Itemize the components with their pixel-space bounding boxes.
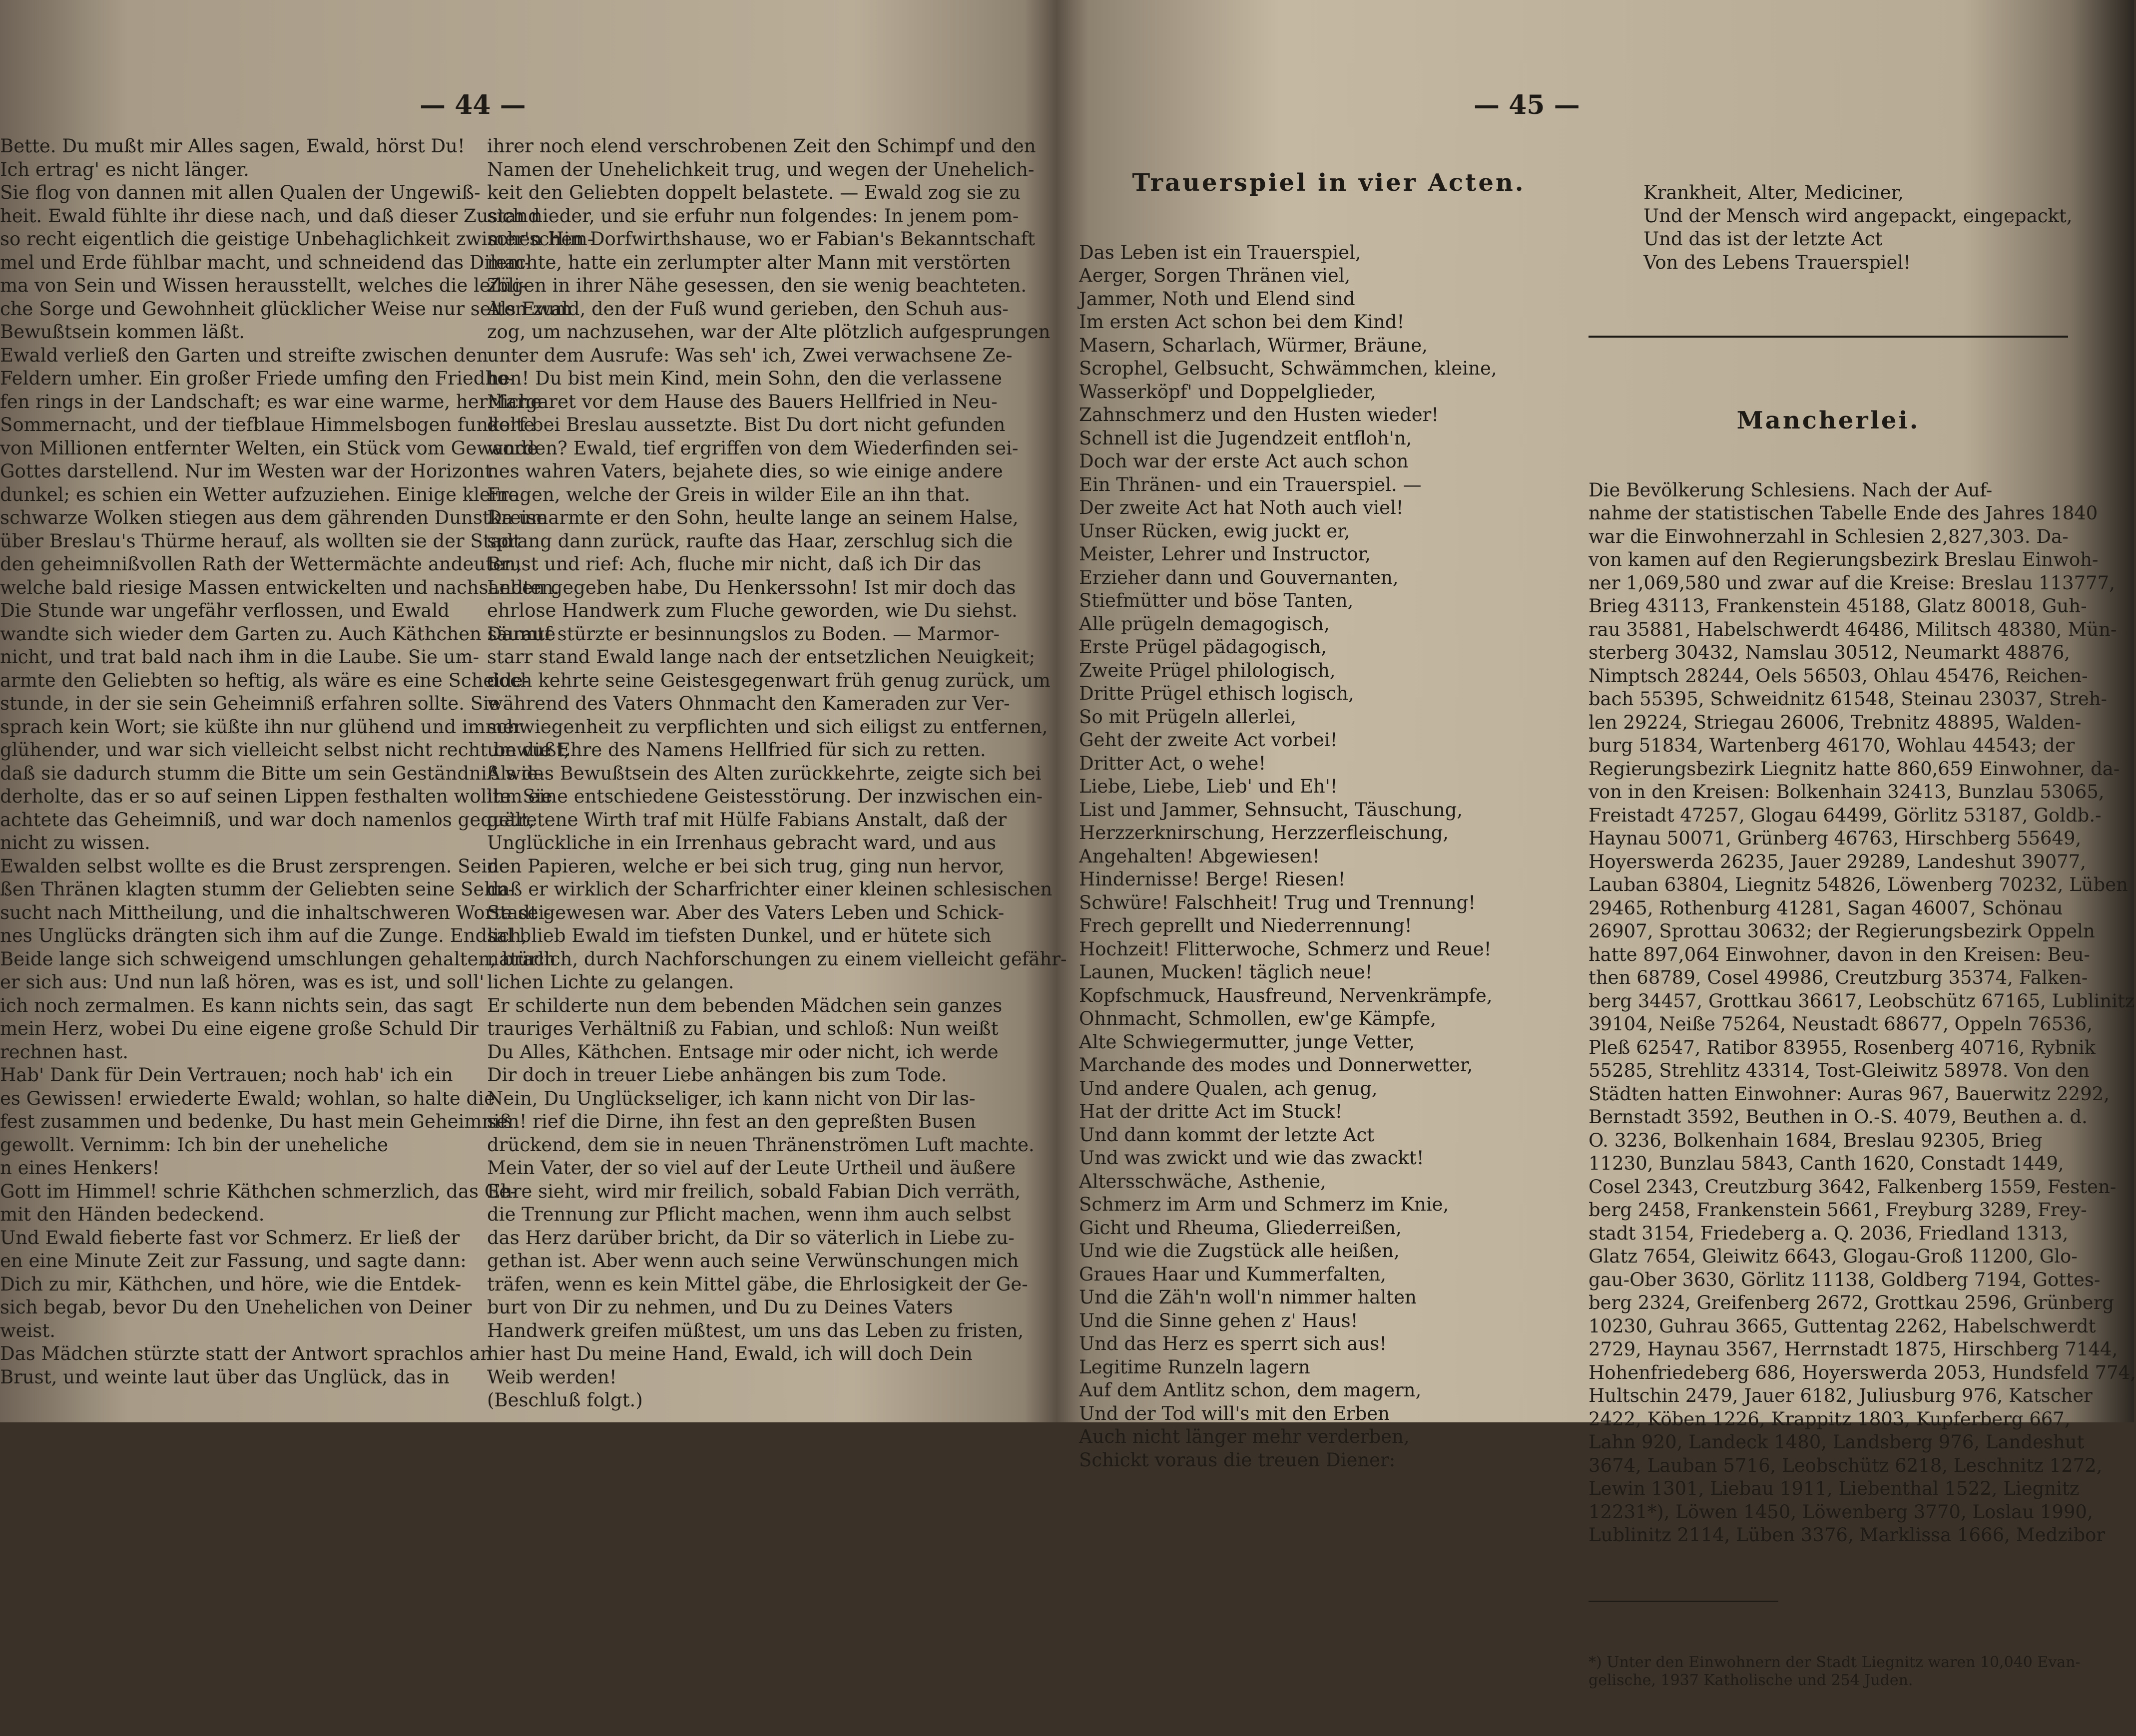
- text-line: dunkel; es schien ein Wetter aufzuziehen. Einige kleine: [0, 483, 520, 505]
- poem-line: Meister, Lehrer und Instructor,: [1079, 543, 1371, 565]
- text-line: mein Herz, wobei Du eine eigene große Schuld Dir: [0, 1018, 479, 1039]
- text-line: en eine Minute Zeit zur Fassung, und sagte dann:: [0, 1250, 467, 1272]
- poem-line: Dritte Prügel ethisch logisch,: [1079, 683, 1354, 704]
- text-line: ehrlose Handwerk zum Fluche geworden, wie Du siehst.: [487, 600, 1018, 621]
- text-line: Zügen in ihrer Nähe gesessen, den sie wenig beachteten.: [487, 275, 1027, 296]
- text-line: Als das Bewußtsein des Alten zurückkehrte, zeigte sich bei: [487, 762, 1042, 784]
- poem-line: Und der Mensch wird angepackt, eingepackt,: [1643, 205, 2073, 227]
- text-line: Nein, Du Unglückseliger, ich kann nicht von Dir las-: [487, 1087, 976, 1109]
- page-number: — 45 —: [1474, 90, 1580, 120]
- text-line: von in den Kreisen: Bolkenhain 32413, Bunzlau 53065,: [1589, 781, 2105, 803]
- text-line: trauriges Verhältniß zu Fabian, und schloß: Nun weißt: [487, 1018, 999, 1039]
- text-line: Sommernacht, und der tiefblaue Himmelsbogen funkelte: [0, 414, 535, 435]
- poem-line: Hat der dritte Act im Stuck!: [1079, 1101, 1343, 1122]
- text-line: Er schilderte nun dem bebenden Mädchen sein ganzes: [487, 994, 1003, 1016]
- text-line: 2422, Köben 1226, Krappitz 1803, Kupferberg 667,: [1589, 1408, 2071, 1430]
- text-line: Dir doch in treuer Liebe anhängen bis zum Tode.: [487, 1064, 947, 1086]
- text-line: Weib werden!: [487, 1366, 617, 1388]
- text-line: nahme der statistischen Tabelle Ende des Jahres 1840: [1589, 502, 2098, 524]
- text-line: Städten hatten Einwohner: Auras 967, Bauerwitz 2292,: [1589, 1083, 2110, 1105]
- text-line: mer'schen Dorfwirthshause, wo er Fabian's Bekanntschaft: [487, 228, 1036, 250]
- text-line: Hultschin 2479, Jauer 6182, Juliusburg 976, Katscher: [1589, 1385, 2093, 1406]
- poem-line: Und das ist der letzte Act: [1643, 228, 1883, 250]
- text-line: fen rings in der Landschaft; es war eine warme, herrliche: [0, 391, 542, 413]
- text-line: Unglückliche in ein Irrenhaus gebracht ward, und aus: [487, 832, 997, 854]
- text-line: then 68789, Cosel 49986, Creutzburg 35374, Falken-: [1589, 967, 2088, 988]
- text-line: Nimptsch 28244, Oels 56503, Ohlau 45476, Reichen-: [1589, 665, 2088, 687]
- text-line: ihm eine entschiedene Geistesstörung. Der inzwischen ein-: [487, 786, 1043, 807]
- text-line: Hohenfriedeberg 686, Hoyerswerda 2053, Hundsfeld 774,: [1589, 1361, 2136, 1383]
- text-line: nicht zu wissen.: [0, 832, 150, 854]
- text-line: Regierungsbezirk Liegnitz hatte 860,659 Einwohner, da-: [1589, 758, 2120, 780]
- text-line: Dich zu mir, Käthchen, und höre, wie die Entdek-: [0, 1273, 462, 1295]
- poem-column: [1079, 125, 1579, 1518]
- text-line: stunde, in der sie sein Geheimniß erfahren sollte. Sie: [0, 693, 500, 714]
- text-line: Ehre sieht, wird mir freilich, sobald Fabian Dich verräth,: [487, 1180, 1021, 1202]
- text-line: Du Alles, Käthchen. Entsage mir oder nicht, ich werde: [487, 1041, 999, 1063]
- text-line: den geheimnißvollen Rath der Wettermächte andeuten,: [0, 553, 522, 575]
- poem-line: Geht der zweite Act vorbei!: [1079, 729, 1338, 751]
- text-line: derholte, das er so auf seinen Lippen festhalten wollte. Sie: [0, 786, 552, 807]
- text-line: Das Mädchen stürzte statt der Antwort sprachlos an: [0, 1343, 493, 1364]
- poem-line: Graues Haar und Kummerfalten,: [1079, 1263, 1387, 1285]
- poem-line: Legitime Runzeln lagern: [1079, 1356, 1310, 1378]
- text-line: 12231*), Löwen 1450, Löwenberg 3770, Loslau 1990,: [1589, 1501, 2093, 1523]
- text-line: Darauf stürzte er besinnungslos zu Boden. — Marmor-: [487, 623, 1000, 645]
- text-line: starr stand Ewald lange nach der entsetzlichen Neuigkeit;: [487, 646, 1036, 668]
- poem-line: Frech geprellt und Niederrennung!: [1079, 915, 1412, 936]
- poem-line: Und das Herz es sperrt sich aus!: [1079, 1333, 1387, 1354]
- text-line: ßen Thränen klagten stumm der Geliebten seine Sehn-: [0, 878, 515, 900]
- text-line: berg 2324, Greifenberg 2672, Grottkau 2596, Grünberg: [1589, 1292, 2115, 1313]
- text-line: Handwerk greifen müßtest, um uns das Leben zu fristen,: [487, 1319, 1024, 1341]
- poem-line: Schickt voraus die treuen Diener:: [1079, 1449, 1396, 1471]
- text-line: Hoyerswerda 26235, Jauer 29289, Landeshut 39077,: [1589, 851, 2087, 872]
- text-line: mit den Händen bedeckend.: [0, 1204, 265, 1225]
- text-line: 3674, Lauban 5716, Leobschütz 6218, Leschnitz 1272,: [1589, 1454, 2103, 1476]
- text-line: Namen der Unehelichkeit trug, und wegen der Unehelich-: [487, 158, 1035, 180]
- text-line: Ewalden selbst wollte es die Brust zersprengen. Seine: [0, 855, 510, 877]
- text-line: schwarze Wolken stiegen aus dem gährenden Dunstkreise: [0, 507, 547, 528]
- text-line: Fragen, welche der Greis in wilder Eile an ihn that.: [487, 483, 971, 505]
- poem-line: Kopfschmuck, Hausfreund, Nervenkrämpfe,: [1079, 984, 1493, 1006]
- text-line: 29465, Rothenburg 41281, Sagan 46007, Schönau: [1589, 897, 2063, 919]
- text-line: Cosel 2343, Creutzburg 3642, Falkenberg 1559, Festen-: [1589, 1176, 2117, 1198]
- footnote-line: *) Unter den Einwohnern der Stadt Liegnitz waren 10,040 Evan-: [1589, 1653, 2081, 1671]
- text-line: sen! rief die Dirne, ihn fest an den gepreßten Busen: [487, 1111, 976, 1132]
- poem-line: Und was zwickt und wie das zwackt!: [1079, 1147, 1424, 1169]
- text-line: sich nieder, und sie erfuhr nun folgendes: In jenem pom-: [487, 205, 1019, 227]
- text-line: stadt 3154, Friedeberg a. Q. 2036, Friedland 1313,: [1589, 1222, 2069, 1244]
- footnote: [1589, 1653, 2081, 1690]
- text-line: Stadt gewesen war. Aber des Vaters Leben und Schick-: [487, 901, 1005, 923]
- text-line: achtete das Geheimniß, und war doch namenlos gequält,: [0, 809, 535, 831]
- poem-line: Und wie die Zugstück alle heißen,: [1079, 1240, 1400, 1262]
- misc-column: [1589, 135, 2136, 1736]
- text-line: das Herz darüber bricht, da Dir so väterlich in Liebe zu-: [487, 1227, 1015, 1249]
- text-line: len 29224, Striegau 26006, Trebnitz 48895, Walden-: [1589, 711, 2082, 733]
- text-line: fest zusammen und bedenke, Du hast mein Geheimniß: [0, 1111, 512, 1132]
- text-line: burt von Dir zu nehmen, und Du zu Deines Vaters: [487, 1297, 953, 1318]
- text-line: Mein Vater, der so viel auf der Leute Urtheil und äußere: [487, 1157, 1016, 1179]
- page-number: — 44 —: [420, 90, 526, 120]
- poem-line: Auch nicht länger mehr verderben,: [1079, 1426, 1410, 1447]
- text-line: Brieg 43113, Frankenstein 45188, Glatz 80018, Guh-: [1589, 595, 2087, 617]
- text-line: sich begab, bevor Du den Unehelichen von Deiner: [0, 1297, 472, 1318]
- text-line: wandte sich wieder dem Garten zu. Auch Käthchen säumte: [0, 623, 556, 645]
- section-rule: [1589, 336, 2068, 338]
- poem-line: Erzieher dann und Gouvernanten,: [1079, 566, 1399, 588]
- text-line: zog, um nachzusehen, war der Alte plötzlich aufgesprungen: [487, 321, 1051, 343]
- poem-line: Und dann kommt der letzte Act: [1079, 1124, 1375, 1146]
- text-line: Als Ewald, den der Fuß wund gerieben, den Schuh aus-: [487, 298, 1009, 320]
- text-line: Pleß 62547, Ratibor 83955, Rosenberg 40716, Rybnik: [1589, 1036, 2096, 1058]
- text-line: so recht eigentlich die geistige Unbehaglichkeit zwischen Him-: [0, 228, 594, 250]
- text-line: O. 3236, Bolkenhain 1684, Breslau 92305, Brieg: [1589, 1129, 2043, 1151]
- footnote-rule: [1589, 1601, 1778, 1602]
- poem-line: Angehalten! Abgewiesen!: [1079, 845, 1320, 867]
- text-line: berg 34457, Grottkau 36617, Leobschütz 67165, Lublinitz: [1589, 990, 2135, 1012]
- text-line: von kamen auf den Regierungsbezirk Breslau Einwoh-: [1589, 549, 2099, 570]
- text-line: worden? Ewald, tief ergriffen von dem Wiederfinden sei-: [487, 437, 1019, 459]
- poem-line: Alle prügeln demagogisch,: [1079, 613, 1330, 635]
- text-line: von Millionen entfernter Welten, ein Stück vom Gewande: [0, 437, 538, 459]
- text-line: Brust, und weinte laut über das Unglück, das in: [0, 1366, 450, 1388]
- text-line: sprang dann zurück, raufte das Haar, zerschlug sich die: [487, 530, 1013, 552]
- text-line: glühender, und war sich vielleicht selbst nicht recht bewußt,: [0, 739, 570, 761]
- text-line: während des Vaters Ohnmacht den Kameraden zur Ver-: [487, 693, 1010, 714]
- text-line: doch kehrte seine Geistesgegenwart früh genug zurück, um: [487, 669, 1051, 691]
- text-line: Beide lange sich schweigend umschlungen gehalten, brach: [0, 948, 556, 970]
- text-line: hatte 897,064 Einwohner, davon in den Kreisen: Beu-: [1589, 943, 2090, 965]
- text-line: nes wahren Vaters, bejahete dies, so wie einige andere: [487, 460, 1003, 482]
- poem-line: Doch war der erste Act auch schon: [1079, 450, 1409, 472]
- text-line: Bernstadt 3592, Beuthen in O.-S. 4079, Beuthen a. d.: [1589, 1106, 2088, 1128]
- text-line: hier hast Du meine Hand, Ewald, ich will doch Dein: [487, 1343, 973, 1364]
- section-text: [1589, 479, 2136, 1547]
- text-line: sal blieb Ewald im tiefsten Dunkel, und er hütete sich: [487, 925, 992, 946]
- text-line: Lewin 1301, Liebau 1911, Liebenthal 1522, Liegnitz: [1589, 1478, 2080, 1499]
- poem-line: Zahnschmerz und den Husten wieder!: [1079, 404, 1439, 426]
- text-line: daß er wirklich der Scharfrichter einer kleinen schlesischen: [487, 878, 1053, 900]
- poem-line: Ohnmacht, Schmollen, ew'ge Kämpfe,: [1079, 1008, 1437, 1029]
- poem-line: Von des Lebens Trauerspiel!: [1643, 251, 1911, 273]
- poem-line: Liebe, Liebe, Lieb' und Eh'!: [1079, 776, 1338, 797]
- poem-line: So mit Prügeln allerlei,: [1079, 706, 1296, 728]
- text-line: den Papieren, welche er bei sich trug, ging nun hervor,: [487, 855, 1005, 877]
- poem-line: Schwüre! Falschheit! Trug und Trennung!: [1079, 891, 1476, 913]
- poem-line: Und die Zäh'n woll'n nimmer halten: [1079, 1287, 1417, 1308]
- text-line: er sich aus: Und nun laß hören, was es ist, und soll': [0, 971, 485, 993]
- text-line: Ewald verließ den Garten und streifte zwischen den: [0, 344, 489, 366]
- poem-line: Alte Schwiegermutter, junge Vetter,: [1079, 1031, 1415, 1053]
- poem-line: Jammer, Noth und Elend sind: [1079, 288, 1355, 310]
- text-line: dorf bei Breslau aussetzte. Bist Du dort nicht gefunden: [487, 414, 1006, 435]
- text-line: Lublinitz 2114, Lüben 3376, Marklissa 1666, Medzibor: [1589, 1524, 2106, 1546]
- text-line: Gottes darstellend. Nur im Westen war der Horizont: [0, 460, 493, 482]
- text-line: Lahn 920, Landeck 1480, Landsberg 976, Landeshut: [1589, 1431, 2085, 1453]
- poem-text: [1079, 241, 1579, 1472]
- text-line: armte den Geliebten so heftig, als wäre es eine Scheide-: [0, 669, 530, 691]
- text-line: gewollt. Vernimm: Ich bin der uneheliche: [0, 1134, 389, 1156]
- poem-line: Scrophel, Gelbsucht, Schwämmchen, kleine,: [1079, 358, 1497, 379]
- poem-line: Hindernisse! Berge! Riesen!: [1079, 868, 1346, 890]
- text-line: drückend, dem sie in neuen Thränenströmen Luft machte.: [487, 1134, 1035, 1156]
- text-line: Feldern umher. Ein großer Friede umfing den Friedho-: [0, 368, 515, 389]
- poem-line: Marchande des modes und Donnerwetter,: [1079, 1054, 1473, 1076]
- section-title: Mancherlei.: [1736, 407, 1920, 434]
- poem-line: Masern, Scharlach, Würmer, Bräune,: [1079, 334, 1428, 356]
- text-line: ich noch zermalmen. Es kann nichts sein, das sagt: [0, 994, 473, 1016]
- text-line: 10230, Guhrau 3665, Guttentag 2262, Habelschwerdt: [1589, 1315, 2096, 1337]
- text-line: Und Ewald fieberte fast vor Schmerz. Er ließ der: [0, 1227, 460, 1249]
- poem-line: Und die Sinne gehen z' Haus!: [1079, 1309, 1358, 1331]
- text-line: Glatz 7654, Gleiwitz 6643, Glogau-Groß 11200, Glo-: [1589, 1246, 2078, 1267]
- text-line: 26907, Sprottau 30632; der Regierungsbezirk Oppeln: [1589, 920, 2095, 942]
- poem-line: Dritter Act, o wehe!: [1079, 752, 1266, 774]
- text-line: weist.: [0, 1319, 56, 1341]
- text-line: Die Bevölkerung Schlesiens. Nach der Auf-: [1589, 479, 1993, 501]
- text-line: keit den Geliebten doppelt belastete. — Ewald zog sie zu: [487, 182, 1021, 203]
- text-line: träfen, wenn es kein Mittel gäbe, die Ehrlosigkeit der Ge-: [487, 1273, 1028, 1295]
- text-line: Bewußtsein kommen läßt.: [0, 321, 245, 343]
- text-line: sprach kein Wort; sie küßte ihn nur glühend und immer: [0, 716, 523, 738]
- text-line: Ich ertrag' es nicht länger.: [0, 158, 249, 180]
- text-line: Freistadt 47257, Glogau 64499, Görlitz 53187, Goldb.-: [1589, 804, 2102, 826]
- poem-line: List und Jammer, Sehnsucht, Täuschung,: [1079, 799, 1463, 821]
- text-column-2: [487, 135, 1067, 1412]
- text-line: bach 55395, Schweidnitz 61548, Steinau 23037, Streh-: [1589, 688, 2108, 710]
- text-line: getretene Wirth traf mit Hülfe Fabians Anstalt, daß der: [487, 809, 1007, 831]
- poem-line: Krankheit, Alter, Mediciner,: [1643, 182, 1904, 203]
- poem-line: Das Leben ist ein Trauerspiel,: [1079, 241, 1361, 263]
- text-line: mel und Erde fühlbar macht, und schneidend das Dilem-: [0, 251, 531, 273]
- poem-line: Wasserköpf' und Doppelglieder,: [1079, 381, 1376, 403]
- text-line: che Sorge und Gewohnheit glücklicher Weise nur selten zum: [0, 298, 572, 320]
- poem-line: Altersschwäche, Asthenie,: [1079, 1170, 1326, 1192]
- text-line: sucht nach Mittheilung, und die inhaltschweren Worte sei-: [0, 901, 550, 923]
- text-line: um die Ehre des Namens Hellfried für sich zu retten.: [487, 739, 986, 761]
- text-line: 55285, Strehlitz 43314, Tost-Gleiwitz 58978. Von den: [1589, 1060, 2090, 1081]
- poem-line: Im ersten Act schon bei dem Kind!: [1079, 311, 1405, 333]
- footnote-line: gelische, 1937 Katholische und 254 Juden.: [1589, 1671, 1913, 1689]
- text-line: burg 51834, Wartenberg 46170, Wohlau 44543; der: [1589, 735, 2075, 756]
- text-line: Hab' Dank für Dein Vertrauen; noch hab' ich ein: [0, 1064, 453, 1086]
- text-line: 11230, Bunzlau 5843, Canth 1620, Constadt 1449,: [1589, 1153, 2064, 1174]
- text-line: gau-Ober 3630, Görlitz 11138, Goldberg 7194, Gottes-: [1589, 1269, 2101, 1291]
- poem-line: Auf dem Antlitz schon, dem magern,: [1079, 1379, 1422, 1401]
- text-line: Da umarmte er den Sohn, heulte lange an seinem Halse,: [487, 507, 1019, 528]
- text-line: Sie flog von dannen mit allen Qualen der Ungewiß-: [0, 182, 481, 203]
- text-line: es Gewissen! erwiederte Ewald; wohlan, so halte die: [0, 1087, 495, 1109]
- text-line: ner 1,069,580 und zwar auf die Kreise: Breslau 113777,: [1589, 572, 2115, 594]
- poem-line: Gicht und Rheuma, Gliederreißen,: [1079, 1217, 1402, 1239]
- poem-line: Hochzeit! Flitterwoche, Schmerz und Reue!: [1079, 938, 1492, 960]
- text-line: Gott im Himmel! schrie Käthchen schmerzlich, das Ge-: [0, 1180, 517, 1202]
- text-line: Bette. Du mußt mir Alles sagen, Ewald, hörst Du!: [0, 135, 465, 157]
- text-line: Die Stunde war ungefähr verflossen, und Ewald: [0, 600, 450, 621]
- text-line: welche bald riesige Massen entwickelten und nachsandten.: [0, 576, 559, 598]
- text-line: lichen Lichte zu gelangen.: [487, 971, 734, 993]
- poem-line: Launen, Mucken! täglich neue!: [1079, 961, 1373, 983]
- poem-line: Schnell ist die Jugendzeit entfloh'n,: [1079, 427, 1412, 449]
- text-line: Brust und rief: Ach, fluche mir nicht, daß ich Dir das: [487, 553, 982, 575]
- text-line: heit. Ewald fühlte ihr diese nach, und daß dieser Zustand: [0, 205, 540, 227]
- text-line: rechnen hast.: [0, 1041, 128, 1063]
- text-line: natürlich, durch Nachforschungen zu einem vielleicht gefähr-: [487, 948, 1067, 970]
- text-line: (Beschluß folgt.): [487, 1389, 643, 1411]
- text-line: rau 35881, Habelschwerdt 46486, Militsch 48380, Mün-: [1589, 618, 2117, 640]
- poem-title: Trauerspiel in vier Acten.: [1132, 169, 1526, 197]
- text-line: die Trennung zur Pflicht machen, wenn ihm auch selbst: [487, 1204, 1011, 1225]
- poem-line: Stiefmütter und böse Tanten,: [1079, 590, 1354, 611]
- text-line: berg 2458, Frankenstein 5661, Freyburg 3289, Frey-: [1589, 1199, 2087, 1221]
- poem-line: Unser Rücken, ewig juckt er,: [1079, 520, 1350, 542]
- text-line: über Breslau's Thürme herauf, als wollten sie der Stadt: [0, 530, 521, 552]
- poem-line: Aerger, Sorgen Thränen viel,: [1079, 265, 1351, 286]
- poem-line: Schmerz im Arm und Schmerz im Knie,: [1079, 1194, 1449, 1215]
- text-line: Margaret vor dem Hause des Bauers Hellfried in Neu-: [487, 391, 998, 413]
- text-line: 39104, Neiße 75264, Neustadt 68677, Oppeln 76536,: [1589, 1013, 2093, 1035]
- poem-line: Erste Prügel pädagogisch,: [1079, 636, 1327, 658]
- poem-line: Zweite Prügel philologisch,: [1079, 659, 1336, 681]
- text-line: 2729, Haynau 3567, Herrnstadt 1875, Hirschberg 7144,: [1589, 1338, 2118, 1360]
- text-line: nicht, und trat bald nach ihm in die Laube. Sie um-: [0, 646, 480, 668]
- text-line: daß sie dadurch stumm die Bitte um sein Geständniß wie-: [0, 762, 544, 784]
- text-line: unter dem Ausrufe: Was seh' ich, Zwei verwachsene Ze-: [487, 344, 1013, 366]
- poem-line: Ein Thränen- und ein Trauerspiel. —: [1079, 473, 1422, 495]
- text-line: ihrer noch elend verschrobenen Zeit den Schimpf und den: [487, 135, 1036, 157]
- text-line: hen! Du bist mein Kind, mein Sohn, den die verlassene: [487, 368, 1003, 389]
- text-line: Leben gegeben habe, Du Henkerssohn! Ist mir doch das: [487, 576, 1016, 598]
- poem-line: Der zweite Act hat Noth auch viel!: [1079, 497, 1404, 518]
- text-line: nes Unglücks drängten sich ihm auf die Zunge. Endlich,: [0, 925, 528, 946]
- poem-line: Und andere Qualen, ach genug,: [1079, 1077, 1378, 1099]
- poem-line: Und der Tod will's mit den Erben: [1079, 1402, 1390, 1424]
- poem-line: Herzzerknirschung, Herzzerfleischung,: [1079, 822, 1449, 844]
- text-line: Haynau 50071, Grünberg 46763, Hirschberg 55649,: [1589, 828, 2082, 849]
- text-line: war die Einwohnerzahl in Schlesien 2,827,303. Da-: [1589, 525, 2069, 547]
- text-line: gethan ist. Aber wenn auch seine Verwünschungen mich: [487, 1250, 1019, 1272]
- text-line: n eines Henkers!: [0, 1157, 160, 1179]
- poem-continuation: [1589, 181, 2073, 274]
- text-line: Lauban 63804, Liegnitz 54826, Löwenberg 70232, Lüben: [1589, 874, 2129, 895]
- text-line: ma von Sein und Wissen herausstellt, welches die leibli-: [0, 275, 527, 296]
- text-line: schwiegenheit zu verpflichten und sich eiligst zu entfernen,: [487, 716, 1048, 738]
- text-line: machte, hatte ein zerlumpter alter Mann mit verstörten: [487, 251, 1011, 273]
- text-line: sterberg 30432, Namslau 30512, Neumarkt 48876,: [1589, 642, 2071, 663]
